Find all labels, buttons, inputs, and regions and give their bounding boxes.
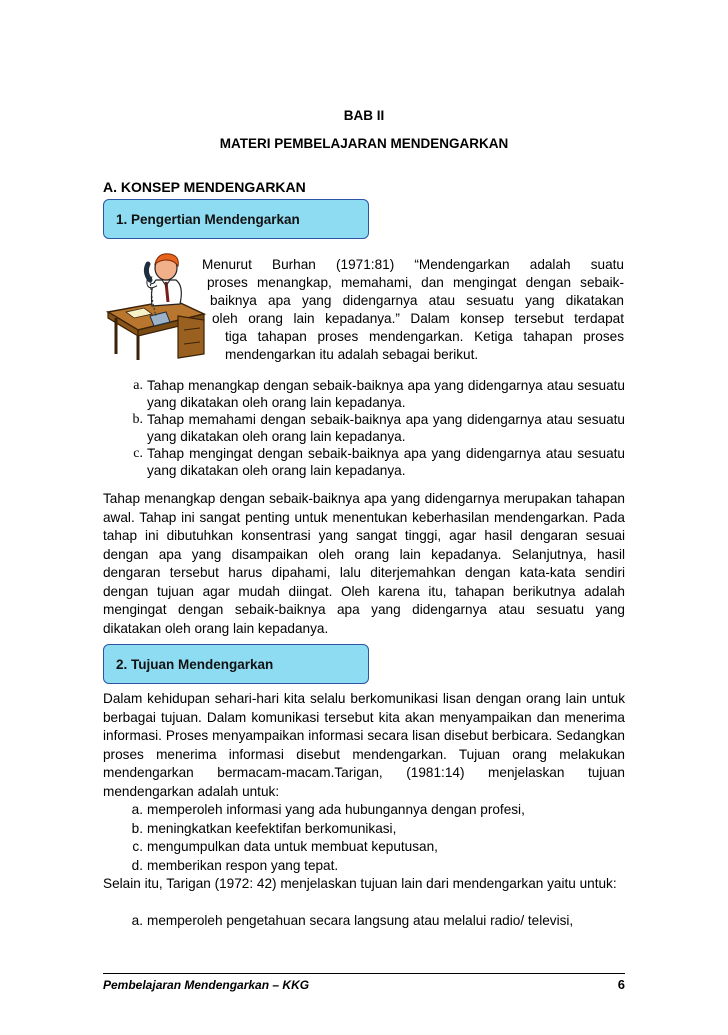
list-item (103, 857, 625, 876)
chapter-subtitle: MATERI PEMBELAJARAN MENDENGARKAN (219, 136, 509, 151)
intro-paragraph (0, 256, 728, 366)
subsection-box-tujuan (103, 644, 369, 684)
list-item-text: Tahap mengingat dengan sebaik-baiknya apa yang didengarnya atau sesuatu yang dikatakan oleh orang lain kepadanya. (147, 446, 625, 478)
list-item-text: meningkatkan keefektifan berkomunikasi, (147, 820, 397, 836)
intro-line: tiga tahapan proses mendengarkan. Ketiga tahapan proses (225, 329, 624, 344)
list-item-text: mengumpulkan data untuk membuat keputusan, (147, 839, 438, 854)
intro-line: oleh orang lain kepadanya.” Dalam konsep tersebut terdapat (212, 311, 624, 326)
subsection-title: 1. Pengertian Mendengarkan (116, 211, 300, 227)
body-paragraph: Selain itu, Tarigan (1972: 42) menjelaskan tujuan lain dari mendengarkan yaitu untuk: (103, 876, 617, 891)
body-paragraph: Tahap menangkap dengan sebaik-baiknya apa yang didengarnya merupakan tahapan awal. Tahap ini sangat penting untuk menentukan keberhasilan mendengarkan. Pada tahap ini dibutuhkan konsentrasi yang sangat tinggi, agar hasil dengaran sesuai dengan apa yang disampaikan oleh orang lain kepadanya. Selanjutnya, hasil dengaran tersebut harus dipahami, lalu diterjemahkan dengan kata-kata sendiri dengan tujuan agar mudah diingat. Oleh karena itu, tahapan berikutnya adalah mengingat dengan sebaik-baiknya apa yang didengarnya atau sesuatu yang dikatakan oleh orang lain kepadanya. (103, 491, 625, 636)
list-marker: a. (133, 378, 143, 393)
list-item (103, 445, 625, 479)
goals-list-2 (103, 912, 625, 931)
list-marker: c. (133, 446, 143, 461)
list-marker: a. (131, 802, 143, 817)
goals-list (103, 801, 625, 875)
intro-line: Menurut Burhan (1971:81) “Mendengarkan adalah suatu (202, 257, 624, 272)
footer-title: Pembelajaran Mendengarkan – KKG (103, 978, 310, 992)
list-item (103, 801, 625, 820)
stages-list (103, 377, 625, 479)
list-item (103, 377, 625, 411)
list-item (103, 838, 625, 857)
list-item-text: Tahap memahami dengan sebaik-baiknya apa yang didengarnya atau sesuatu yang dikatakan oleh orang lain kepadanya. (147, 412, 625, 444)
section-heading: A. KONSEP MENDENGARKAN (103, 179, 306, 195)
page-number: 6 (617, 977, 625, 992)
list-item (103, 411, 625, 445)
list-item-text: memperoleh informasi yang ada hubungannya dengan profesi, (147, 802, 525, 817)
list-item-text: Tahap menangkap dengan sebaik-baiknya apa yang didengarnya atau sesuatu yang dikatakan oleh orang lain kepadanya. (147, 378, 625, 410)
list-item-text: memberikan respon yang tepat. (147, 857, 339, 873)
list-item-text: memperoleh pengetahuan secara langsung atau melalui radio/ televisi, (147, 913, 574, 928)
intro-line: proses menangkap, memahami, dan mengingat dengan sebaik- (207, 275, 624, 290)
list-marker: d. (131, 857, 143, 873)
body-paragraph: Dalam kehidupan sehari-hari kita selalu berkomunikasi lisan dengan orang lain untuk berbagai tujuan. Dalam komunikasi tersebut kita akan menyampaikan dan menerima informasi. Proses menyampaikan informasi secara lisan disebut berbicara. Sedangkan proses menerima informasi disebut mendengarkan. Tujuan orang melakukan mendengarkan bermacam-macam.Tarigan, (1981:14) menjelaskan tujuan mendengarkan adalah untuk: (103, 691, 625, 799)
chapter-title: BAB II (343, 108, 385, 123)
intro-line: mendengarkan itu adalah sebagai berikut. (225, 347, 479, 362)
footer-divider (103, 973, 625, 974)
list-item (103, 912, 625, 931)
intro-line: baiknya apa yang didengarnya atau sesuatu yang dikatakan (210, 293, 624, 308)
list-marker: a. (131, 913, 143, 928)
subsection-title: 2. Tujuan Mendengarkan (116, 656, 274, 672)
list-marker: c. (132, 839, 143, 854)
list-item (103, 820, 625, 839)
subsection-box-pengertian (103, 199, 369, 239)
list-marker: b. (132, 412, 143, 427)
list-marker: b. (131, 820, 143, 836)
